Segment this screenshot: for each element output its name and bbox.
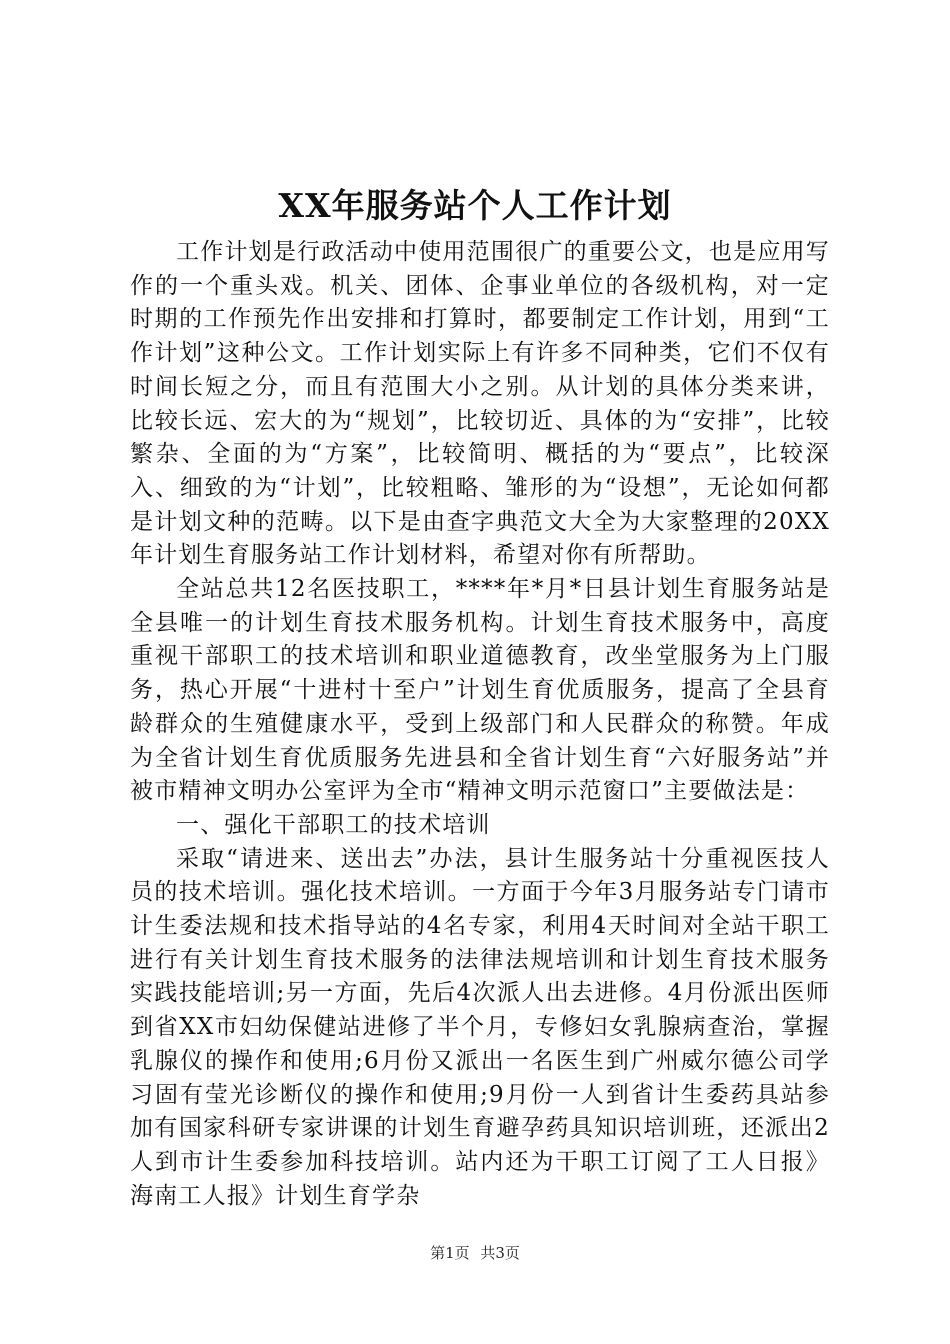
document-title: XX年服务站个人工作计划 [278, 186, 672, 225]
page-number: 第1页 [430, 1244, 470, 1262]
total-pages: 共3页 [480, 1244, 520, 1262]
training-paragraph: 采取“请进来、送出去”办法，县计生服务站十分重视医技人员的技术培训。强化技术培训。一方面于今年3月服务站专门请市计生委法规和技术指导站的4名专家，利用4天时间对全站干职工进行有关计划生育技术服务的法律法规培训和计划生育技术服务实践技能培训;另一方面，先后4次派人出去进修。4月份派出医师到省XX市妇幼保健站进修了半个月，专修妇女乳腺病查治，掌握乳腺仪的操作和使用;6月份又派出一名医生到广州威尔德公司学习固有莹光诊断仪的操作和使用;9月份一人到省计生委药具站参加有国家科研专家讲课的计划生育避孕药具知识培训班，还派出2人到市计生委参加科技培训。站内还为干职工订阅了工人日报》海南工人报》计划生育学杂 [130, 845, 830, 1209]
station-overview-paragraph: 全站总共12名医技职工，****年*月*日县计划生育服务站是全县唯一的计划生育技术服务机构。计划生育技术服务中，高度重视干部职工的技术培训和职业道德教育，改坐堂服务为上门服务，热心开展“十进村十至户”计划生育优质服务，提高了全县育龄群众的生殖健康水平，受到上级部门和人民群众的称赞。年成为全省计划生育优质服务先进县和全省计划生育“六好服务站”并被市精神文明办公室评为全市“精神文明示范窗口”主要做法是： [130, 576, 830, 805]
intro-paragraph: 工作计划是行政活动中使用范围很广的重要公文，也是应用写作的一个重头戏。机关、团体、企事业单位的各级机构，对一定时期的工作预先作出安排和打算时，都要制定工作计划，用到“工作计划”这种公文。工作计划实际上有许多不同种类，它们不仅有时间长短之分，而且有范围大小之别。从计划的具体分类来讲，比较长远、宏大的为“规划”，比较切近、具体的为“安排”，比较繁杂、全面的为“方案”，比较简明、概括的为“要点”，比较深入、细致的为“计划”，比较粗略、雏形的为“设想”，无论如何都是计划文种的范畴。以下是由查字典范文大全为大家整理的20XX年计划生育服务站工作计划材料，希望对你有所帮助。 [130, 239, 830, 569]
section-heading: 一、强化干部职工的技术培训 [176, 811, 491, 838]
document-body [130, 236, 830, 1213]
page-footer [0, 1243, 950, 1263]
